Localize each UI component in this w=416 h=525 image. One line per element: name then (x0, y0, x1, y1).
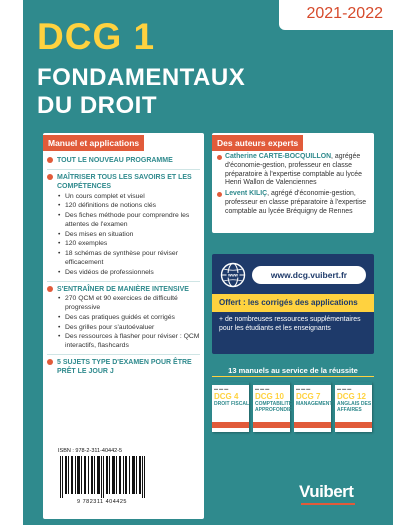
book-thumbnail: ▬ ▬ ▬ DCG 10 COMPTABILITÉ APPROFONDIE (253, 382, 290, 432)
book-name: ANGLAIS DES AFFAIRES (337, 401, 372, 413)
globe-icon (220, 262, 246, 288)
contents-tag: Manuel et applications (43, 135, 144, 151)
authors-tag: Des auteurs experts (212, 135, 303, 151)
edition-year: 2021-2022 (306, 5, 383, 22)
section-sujets (47, 358, 200, 377)
author-bio: , agrégée d'économie-gestion, professeur en classe préparatoire à l'expertise comptable au lycée Henri Wallon de Valenciennes (225, 153, 362, 187)
section-heading: MAÎTRISER TOUS LES SAVOIRS ET LES COMPÉTENCES (47, 173, 200, 192)
globe-label: www (228, 272, 238, 278)
bullet-dot-icon (217, 192, 222, 197)
author-name: Levent KILIÇ (225, 190, 268, 198)
list-item: • Des grilles pour s'autoévaluer (47, 324, 200, 333)
book-thumbnail: ▬ ▬ ▬ DCG 7 MANAGEMENT (294, 382, 331, 432)
list-item: • Des cas pratiques guidés et corrigés (47, 314, 200, 323)
book-number: DCG 4 (214, 392, 239, 401)
series-books-title: 13 manuels au service de la réussite (212, 365, 374, 377)
section-heading: TOUT LE NOUVEAU PROGRAMME (47, 156, 200, 166)
book-title (37, 64, 245, 120)
isbn-text: ISBN : 978-2-311-40442-5 (58, 448, 123, 454)
bullet-dot-icon (217, 155, 222, 160)
list-item: • 120 exemples (47, 240, 200, 249)
offer-banner: Offert : les corrigés des applications (212, 294, 374, 312)
series-title: DCG 1 (37, 16, 156, 57)
divider (47, 169, 200, 170)
book-number: DCG 7 (296, 392, 321, 401)
divider (47, 281, 200, 282)
section-entrainer (47, 285, 200, 351)
list-item: • 270 QCM et 90 exercices de difficulté progressive (47, 295, 200, 313)
year-tab (279, 0, 393, 30)
author-bio: , agrégé d'économie-gestion, professeur en classe préparatoire à l'expertise comptable au lycée Bréquigny de Rennes (225, 190, 367, 215)
author-entry (217, 190, 371, 216)
logo-underline (301, 503, 355, 505)
list-item: • Des fiches méthode pour comprendre les attentes de l'examen (47, 212, 200, 230)
book-name: MANAGEMENT (296, 401, 333, 407)
book-title-line-2: DU DROIT (37, 92, 157, 119)
series-books (212, 365, 374, 435)
book-number: DCG 10 (255, 392, 284, 401)
divider (47, 354, 200, 355)
section-heading: S'ENTRAÎNER DE MANIÈRE INTENSIVE (47, 285, 200, 295)
book-name: COMPTABILITÉ APPROFONDIE (255, 401, 293, 413)
bullet-dot-icon (47, 157, 53, 163)
website-url[interactable]: www.dcg.vuibert.fr (252, 266, 366, 284)
authors-list (217, 153, 371, 219)
author-name: Catherine CARTE-BOCQUILLON (225, 153, 332, 160)
list-item: • Un cours complet et visuel (47, 193, 200, 202)
book-thumbnail: ▬ ▬ ▬ DCG 4 DROIT FISCAL (212, 382, 249, 432)
bullet-dot-icon (47, 286, 53, 292)
list-item: • 18 schémas de synthèse pour réviser efficacement (47, 250, 200, 268)
list-item: • Des mises en situation (47, 231, 200, 240)
publisher-logo: Vuibert (299, 482, 354, 501)
book-title-line-1: FONDAMENTAUX (37, 64, 246, 91)
barcode-number: 9 782311 404425 (77, 499, 127, 505)
section-savoirs (47, 173, 200, 278)
author-entry (217, 153, 371, 188)
list-item: • Des vidéos de professionnels (47, 269, 200, 278)
book-thumbnail: ▬ ▬ ▬ DCG 12 ANGLAIS DES AFFAIRES (335, 382, 372, 432)
offer-note: + de nombreuses ressources supplémentaires pour les étudiants et les enseignants (219, 316, 361, 332)
section-programme (47, 156, 200, 166)
section-heading: 5 SUJETS TYPE D'EXAMEN POUR ÊTRE PRÊT LE JOUR J (47, 358, 200, 377)
barcode-icon (58, 456, 146, 498)
barcode-box (53, 443, 151, 509)
book-number: DCG 12 (337, 392, 366, 401)
list-item: • 120 définitions de notions clés (47, 202, 200, 211)
contents-list (47, 153, 200, 377)
website-block (212, 254, 374, 354)
bullet-dot-icon (47, 174, 53, 180)
authors-panel (212, 133, 374, 233)
book-back-cover (23, 0, 393, 525)
bullet-dot-icon (47, 359, 53, 365)
list-item: • Des ressources à flasher pour réviser : QCM interactifs, flashcards (47, 333, 200, 351)
book-name: DROIT FISCAL (214, 401, 249, 407)
